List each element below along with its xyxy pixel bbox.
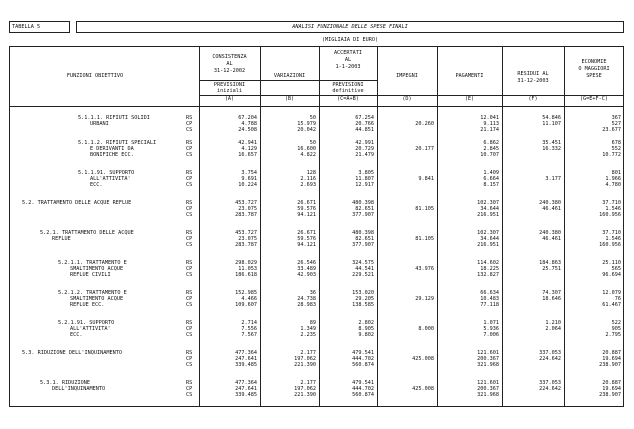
table-cell: 444.702 (352, 386, 374, 392)
table-cell: 2.693 (300, 182, 316, 188)
table-cell: 1.349 (300, 326, 316, 332)
table-cell: 477.364 (235, 350, 257, 356)
row-code: RS (186, 200, 193, 206)
row-label: URBANI (90, 121, 109, 127)
header-previsioni-iniziali: iniziali (217, 88, 242, 94)
table-cell: 221.390 (294, 362, 316, 368)
table-cell: 26.671 (297, 200, 316, 206)
table-cell: 4.466 (241, 296, 257, 302)
row-label: ALL'ATTIVITA' (90, 176, 131, 182)
table-cell: 46.461 (542, 206, 561, 212)
table-cell: 67.254 (355, 115, 374, 121)
table-cell: 2.235 (300, 332, 316, 338)
table-cell: 18.225 (480, 266, 499, 272)
table-cell: 132.827 (477, 272, 499, 278)
header-accertati: AL (344, 57, 352, 63)
table-cell: 3.754 (241, 170, 257, 176)
table-cell: 37.710 (602, 200, 621, 206)
table-cell: 66.634 (480, 290, 499, 296)
table-cell: 34.644 (480, 206, 499, 212)
header-residui-code: (F) (528, 96, 538, 102)
table-cell: 16.332 (542, 146, 561, 152)
table-cell: 25.110 (602, 260, 621, 266)
table-cell: 240.380 (539, 200, 561, 206)
table-cell: 12.041 (480, 115, 499, 121)
table-cell: 7.567 (241, 332, 257, 338)
table-cell: 377.907 (352, 212, 374, 218)
table-cell: 8.157 (483, 182, 499, 188)
table-cell: 444.702 (352, 356, 374, 362)
table-cell: 216.951 (477, 212, 499, 218)
row-label: REFLUE CIVILI (70, 272, 111, 278)
row-code: CS (186, 242, 193, 248)
table-cell: 25.751 (542, 266, 561, 272)
table-cell: 23.075 (238, 206, 257, 212)
row-label: E DERIVANTI DA (90, 146, 134, 152)
table-cell: 9.802 (358, 332, 374, 338)
header-consistenza: AL (226, 61, 233, 67)
table-cell: 2.802 (358, 320, 374, 326)
table-cell: 2.116 (300, 176, 316, 182)
row-code: RS (186, 230, 193, 236)
table-cell: 11.807 (355, 176, 374, 182)
table-cell: 6.664 (483, 176, 499, 182)
table-cell: 479.541 (352, 350, 374, 356)
header-impegni: IMPEGNI (396, 73, 418, 79)
table-cell: 377.907 (352, 242, 374, 248)
table-cell: 12.917 (355, 182, 374, 188)
table-cell: 160.956 (599, 212, 621, 218)
table-cell: 153.020 (352, 290, 374, 296)
table-cell: 240.380 (539, 230, 561, 236)
unit-label: (MIGLIAIA DI EURO) (321, 37, 379, 43)
table-cell: 453.727 (235, 230, 257, 236)
table-cell: 12.079 (602, 290, 621, 296)
header-previsioni-definitive: definitive (332, 88, 364, 94)
header-economie: SPESE (586, 73, 602, 79)
table-cell: 321.968 (477, 392, 499, 398)
header-accertati: 1-1-2003 (335, 64, 361, 70)
table-cell: 96.694 (602, 272, 621, 278)
table-cell: 102.307 (477, 230, 499, 236)
row-label: 5.1.1.2. RIFIUTI SPECIALI (78, 140, 157, 146)
row-code: RS (186, 350, 193, 356)
row-label: 5.3. RIDUZIONE DELL'INQUINAMENTO (22, 350, 122, 356)
table-cell: 10.483 (480, 296, 499, 302)
table-cell: 82.651 (355, 206, 374, 212)
row-label: 5.2.1.2. TRATTAMENTO E (58, 290, 127, 296)
table-cell: 565 (611, 266, 621, 272)
header-accertati: ACCERTATI (333, 50, 363, 56)
table-cell: 184.863 (539, 260, 561, 266)
table-cell: 20.729 (355, 146, 374, 152)
table-cell: 109.607 (235, 302, 257, 308)
table-cell: 4.129 (241, 146, 257, 152)
table-cell: 247.641 (235, 356, 257, 362)
table-cell: 29.129 (415, 296, 434, 302)
table-cell: 67.204 (238, 115, 257, 121)
table-cell: 28.983 (297, 302, 316, 308)
row-label: DELL'INQUINAMENTO (52, 386, 106, 392)
table-cell: 81.105 (415, 206, 434, 212)
table-cell: 229.521 (352, 272, 374, 278)
table-cell: 425.008 (412, 356, 434, 362)
table-cell: 224.642 (539, 356, 561, 362)
table-cell: 224.642 (539, 386, 561, 392)
table-cell: 283.787 (235, 212, 257, 218)
table-cell: 21.479 (355, 152, 374, 158)
row-code: CP (186, 266, 193, 272)
table-cell: 425.008 (412, 386, 434, 392)
table-cell: 34.644 (480, 236, 499, 242)
table-cell: 4.780 (605, 182, 621, 188)
table-cell: 26.546 (297, 260, 316, 266)
row-code: CS (186, 212, 193, 218)
table-cell: 4.788 (241, 121, 257, 127)
table-cell: 560.874 (352, 392, 374, 398)
table-cell: 2.177 (300, 350, 316, 356)
row-code: CP (186, 146, 193, 152)
header-impegni-code: (D) (402, 96, 412, 102)
row-code: CS (186, 127, 193, 133)
table-cell: 160.956 (599, 242, 621, 248)
row-label: 5.2.1.1. TRATTAMENTO E (58, 260, 127, 266)
row-code: CS (186, 392, 193, 398)
table-cell: 527 (611, 121, 621, 127)
row-code: CP (186, 121, 193, 127)
table-cell: 20.042 (297, 127, 316, 133)
table-label: TABELLA 5 (12, 24, 41, 30)
table-cell: 20.766 (355, 121, 374, 127)
table-cell: 59.576 (297, 236, 316, 242)
table-cell: 197.062 (294, 386, 316, 392)
table-cell: 522 (611, 320, 621, 326)
table-cell: 29.205 (355, 296, 374, 302)
row-label: REFLUE (52, 236, 71, 242)
row-label: 5.1.1.1. RIFIUTI SOLIDI (78, 115, 150, 121)
row-code: CS (186, 362, 193, 368)
table-cell: 11.053 (238, 266, 257, 272)
table-cell: 3.805 (358, 170, 374, 176)
row-code: RS (186, 380, 193, 386)
table-cell: 2.714 (241, 320, 257, 326)
table-cell: 801 (611, 170, 621, 176)
table-cell: 298.029 (235, 260, 257, 266)
table-cell: 15.979 (297, 121, 316, 127)
table-cell: 21.174 (480, 127, 499, 133)
row-label: 5.3.1. RIDUZIONE (40, 380, 90, 386)
table-cell: 9.691 (241, 176, 257, 182)
table-cell: 7.556 (241, 326, 257, 332)
table-cell: 138.585 (352, 302, 374, 308)
table-cell: 23.075 (238, 236, 257, 242)
row-code: CP (186, 356, 193, 362)
table-cell: 18.646 (542, 296, 561, 302)
row-code: CP (186, 176, 193, 182)
table-cell: 2.177 (300, 380, 316, 386)
header-residui: 31-12-2003 (517, 78, 549, 84)
row-code: RS (186, 260, 193, 266)
table-cell: 89 (309, 320, 316, 326)
table-cell: 50 (309, 140, 316, 146)
header-funzioni-obiettivo: FUNZIONI OBIETTIVO (66, 73, 124, 79)
table-cell: 20.887 (602, 380, 621, 386)
table-cell: 7.006 (483, 332, 499, 338)
header-pagamenti: PAGAMENTI (455, 73, 484, 79)
table-cell: 283.787 (235, 242, 257, 248)
row-code: CP (186, 206, 193, 212)
header-previsioni-iniziali: PREVISIONI (213, 82, 246, 88)
table-cell: 221.390 (294, 392, 316, 398)
table-cell: 5.936 (483, 326, 499, 332)
table-cell: 8.905 (358, 326, 374, 332)
table-cell: 50 (309, 115, 316, 121)
row-label: BONIFICHE ECC. (90, 152, 134, 158)
table-cell: 23.677 (602, 127, 621, 133)
row-label: ECC. (90, 182, 103, 188)
table-cell: 1.546 (605, 236, 621, 242)
table-cell: 121.601 (477, 350, 499, 356)
table-cell: 479.541 (352, 380, 374, 386)
table-cell: 44.541 (355, 266, 374, 272)
table-cell: 8.000 (418, 326, 434, 332)
table-cell: 11.107 (542, 121, 561, 127)
table-cell: 1.409 (483, 170, 499, 176)
table-cell: 44.851 (355, 127, 374, 133)
table-cell: 54.846 (542, 115, 561, 121)
table-cell: 19.694 (602, 386, 621, 392)
table-cell: 9.113 (483, 121, 499, 127)
table-cell: 121.601 (477, 380, 499, 386)
table-cell: 76 (614, 296, 621, 302)
table-cell: 36 (309, 290, 316, 296)
table-cell: 35.451 (542, 140, 561, 146)
table-cell: 24.508 (238, 127, 257, 133)
header-consistenza: 31-12-2002 (213, 68, 246, 74)
header-pagamenti-code: (E) (464, 96, 475, 102)
table-cell: 33.489 (297, 266, 316, 272)
row-code: CS (186, 272, 193, 278)
table-cell: 200.367 (477, 386, 499, 392)
row-label: REFLUE ECC. (70, 302, 105, 308)
table-cell: 26.671 (297, 230, 316, 236)
table-cell: 480.398 (352, 200, 374, 206)
subheader-rule (199, 80, 319, 81)
table-cell: 197.062 (294, 356, 316, 362)
page-title: ANALISI FUNZIONALE DELLE SPESE FINALI (292, 24, 408, 30)
table-cell: 74.307 (542, 290, 561, 296)
table-cell: 43.976 (415, 266, 434, 272)
table-cell: 247.641 (235, 386, 257, 392)
table-cell: 238.907 (599, 362, 621, 368)
table-cell: 10.772 (602, 152, 621, 158)
table-cell: 477.364 (235, 380, 257, 386)
row-code: RS (186, 115, 193, 121)
table-cell: 238.907 (599, 392, 621, 398)
row-code: RS (186, 290, 193, 296)
table-cell: 59.576 (297, 206, 316, 212)
row-label: SMALTIMENTO ACQUE (70, 296, 124, 302)
table-cell: 200.367 (477, 356, 499, 362)
table-cell: 114.602 (477, 260, 499, 266)
table-cell: 19.694 (602, 356, 621, 362)
table-cell: 37.710 (602, 230, 621, 236)
table-cell: 42.903 (297, 272, 316, 278)
header-variazioni-code: (B) (284, 96, 295, 102)
table-cell: 321.968 (477, 362, 499, 368)
row-code: RS (186, 170, 193, 176)
row-code: CS (186, 302, 193, 308)
table-cell: 20.177 (415, 146, 434, 152)
table-cell: 339.485 (235, 362, 257, 368)
table-cell: 453.727 (235, 200, 257, 206)
header-economie-code: (G=E+F-C) (579, 96, 609, 102)
table-cell: 46.461 (542, 236, 561, 242)
table-cell: 2.064 (545, 326, 561, 332)
header-economie: O MAGGIORI (578, 66, 610, 72)
row-code: CP (186, 236, 193, 242)
table-cell: 61.467 (602, 302, 621, 308)
table-cell: 94.121 (297, 242, 316, 248)
table-cell: 10.707 (480, 152, 499, 158)
table-cell: 339.485 (235, 392, 257, 398)
table-cell: 480.398 (352, 230, 374, 236)
row-code: CP (186, 296, 193, 302)
row-label: SMALTIMENTO ACQUE (70, 266, 124, 272)
header-economie: ECONOMIE (581, 59, 607, 65)
table-cell: 77.118 (480, 302, 499, 308)
table-cell: 152.985 (235, 290, 257, 296)
table-cell: 324.575 (352, 260, 374, 266)
row-label: 5.1.1.91. SUPPORTO (78, 170, 135, 176)
table-cell: 10.224 (238, 182, 257, 188)
table-cell: 16.657 (238, 152, 257, 158)
table-cell: 82.651 (355, 236, 374, 242)
table-cell: 216.951 (477, 242, 499, 248)
subheader-rule (319, 80, 377, 81)
table-cell: 24.738 (297, 296, 316, 302)
table-cell: 9.841 (418, 176, 434, 182)
table-cell: 94.121 (297, 212, 316, 218)
table-cell: 1.071 (483, 320, 499, 326)
table-cell: 367 (611, 115, 621, 121)
row-label: ECC. (70, 332, 83, 338)
row-label: ALL'ATTIVITA' (70, 326, 111, 332)
table-cell: 1.966 (605, 176, 621, 182)
row-code: CS (186, 152, 193, 158)
header-previsioni-definitive: (C=A+B) (337, 96, 359, 102)
table-cell: 4.822 (300, 152, 316, 158)
header-consistenza: CONSISTENZA (212, 54, 247, 60)
header-variazioni: VARIAZIONI (273, 73, 306, 79)
header-bottom-rule (9, 106, 624, 107)
table-cell: 81.105 (415, 236, 434, 242)
table-cell: 6.862 (483, 140, 499, 146)
header-previsioni-iniziali: (A) (224, 96, 235, 102)
table-cell: 102.307 (477, 200, 499, 206)
table-cell: 1.210 (545, 320, 561, 326)
table-cell: 42.941 (238, 140, 257, 146)
table-cell: 2.845 (483, 146, 499, 152)
row-code: CP (186, 326, 193, 332)
table-cell: 337.053 (539, 380, 561, 386)
row-code: RS (186, 140, 193, 146)
table-cell: 20.887 (602, 350, 621, 356)
row-code: CP (186, 386, 193, 392)
table-cell: 560.874 (352, 362, 374, 368)
table-cell: 1.546 (605, 206, 621, 212)
table-cell: 20.260 (415, 121, 434, 127)
row-label: 5.2.1. TRATTAMENTO DELLE ACQUE (40, 230, 134, 236)
table-cell: 2.795 (605, 332, 621, 338)
table-cell: 678 (611, 140, 621, 146)
table-cell: 128 (306, 170, 316, 176)
row-label: 5.2.1.91. SUPPORTO (58, 320, 115, 326)
header-residui: RESIDUI AL (517, 71, 549, 77)
table-cell: 42.991 (355, 140, 374, 146)
row-code: CS (186, 182, 193, 188)
table-cell: 16.600 (297, 146, 316, 152)
table-cell: 3.177 (545, 176, 561, 182)
table-cell: 552 (611, 146, 621, 152)
row-label: 5.2. TRATTAMENTO DELLE ACQUE REFLUE (22, 200, 132, 206)
row-code: CS (186, 332, 193, 338)
row-code: RS (186, 320, 193, 326)
table-cell: 905 (611, 326, 621, 332)
header-previsioni-definitive: PREVISIONI (332, 82, 364, 88)
table-cell: 337.053 (539, 350, 561, 356)
table-cell: 186.618 (235, 272, 257, 278)
